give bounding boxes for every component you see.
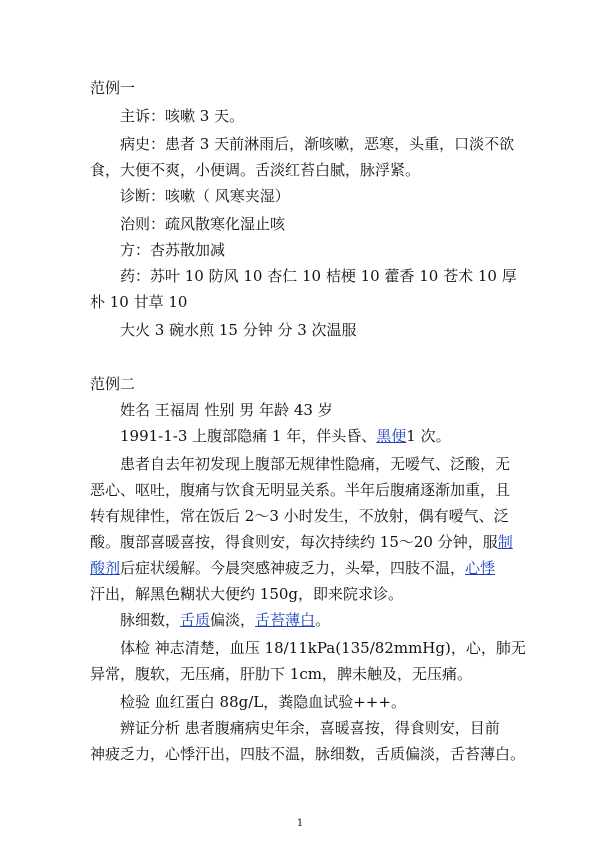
lab-test: 检验 血红蛋白 88g/L，粪隐血试验+++。 bbox=[120, 693, 406, 711]
history-2-line-2: 恶心、呕吐，腹痛与饮食无明显关系。半年后腹痛逐渐加重，且 bbox=[90, 481, 511, 499]
analysis-line-1: 辨证分析 患者腹痛病史年余，喜暖喜按，得食则安，目前 bbox=[120, 719, 500, 737]
history-2-line-4-text: 酸。腹部喜暖喜按，得食则安，每次持续约 15～20 分钟，服 bbox=[90, 533, 498, 551]
medicine-line-1: 药：苏叶 10 防风 10 杏仁 10 桔梗 10 藿香 10 苍术 10 厚 bbox=[120, 267, 517, 285]
chief-complaint: 主诉：咳嗽 3 天。 bbox=[120, 107, 245, 125]
link-tongue-body[interactable]: 舌质 bbox=[180, 611, 211, 629]
prescription: 方：杏苏散加减 bbox=[120, 241, 226, 259]
pulse-text-mid: 偏淡， bbox=[210, 611, 256, 629]
diagnosis: 诊断：咳嗽（ 风寒夹湿） bbox=[120, 187, 290, 205]
onset-text: 1991-1-3 上腹部隐痛 1 年，伴头昏、 bbox=[120, 427, 377, 445]
link-palpitation[interactable]: 心悸 bbox=[465, 559, 496, 577]
medicine-line-2: 朴 10 甘草 10 bbox=[90, 293, 188, 311]
history-2-line-4 bbox=[90, 532, 513, 552]
example-1-title: 范例一 bbox=[90, 79, 136, 97]
history-line-2: 食，大便不爽，小便调。舌淡红苔白腻，脉浮紧。 bbox=[90, 161, 421, 179]
patient-info: 姓名 王福周 性别 男 年龄 43 岁 bbox=[120, 401, 333, 419]
onset-text-end: 1 次。 bbox=[406, 427, 451, 445]
history-2-line-5 bbox=[90, 558, 495, 578]
example-2-title: 范例二 bbox=[90, 375, 136, 393]
analysis-line-2: 神疲乏力，心悸汗出，四肢不温，脉细数，舌质偏淡，舌苔薄白。 bbox=[90, 745, 526, 763]
history-2-line-6: 汗出，解黑色糊状大便约 150g，即来院求诊。 bbox=[90, 585, 404, 603]
page-number: 1 bbox=[296, 818, 304, 829]
treatment-principle: 治则：疏风散寒化湿止咳 bbox=[120, 215, 286, 233]
link-melena[interactable]: 黑便 bbox=[376, 427, 407, 445]
physical-exam-line-2: 异常，腹软，无压痛，肝肋下 1cm，脾未触及，无压痛。 bbox=[90, 665, 472, 683]
onset-line bbox=[120, 426, 451, 446]
history-2-line-1: 患者自去年初发现上腹部无规律性隐痛，无嗳气、泛酸，无 bbox=[120, 455, 511, 473]
link-antacid-part2[interactable]: 酸剂 bbox=[90, 559, 121, 577]
history-line-1: 病史：患者 3 天前淋雨后，渐咳嗽，恶寒，头重，口淡不欲 bbox=[120, 135, 515, 153]
history-2-line-5-text: 后症状缓解。今晨突感神疲乏力，头晕，四肢不温， bbox=[120, 559, 466, 577]
decoction-instruction: 大火 3 碗水煎 15 分钟 分 3 次温服 bbox=[120, 321, 357, 339]
pulse-tongue-line bbox=[120, 610, 330, 630]
link-tongue-coating[interactable]: 舌苔薄白 bbox=[255, 611, 316, 629]
history-2-line-3: 转有规律性，常在饭后 2～3 小时发生，不放射，偶有嗳气、泛 bbox=[90, 507, 509, 525]
link-antacid-part1[interactable]: 制 bbox=[497, 533, 513, 551]
pulse-text: 脉细数， bbox=[120, 611, 181, 629]
physical-exam-line-1: 体检 神志清楚，血压 18/11kPa(135/82mmHg)，心，肺无 bbox=[120, 639, 526, 657]
pulse-text-end: 。 bbox=[315, 611, 331, 629]
